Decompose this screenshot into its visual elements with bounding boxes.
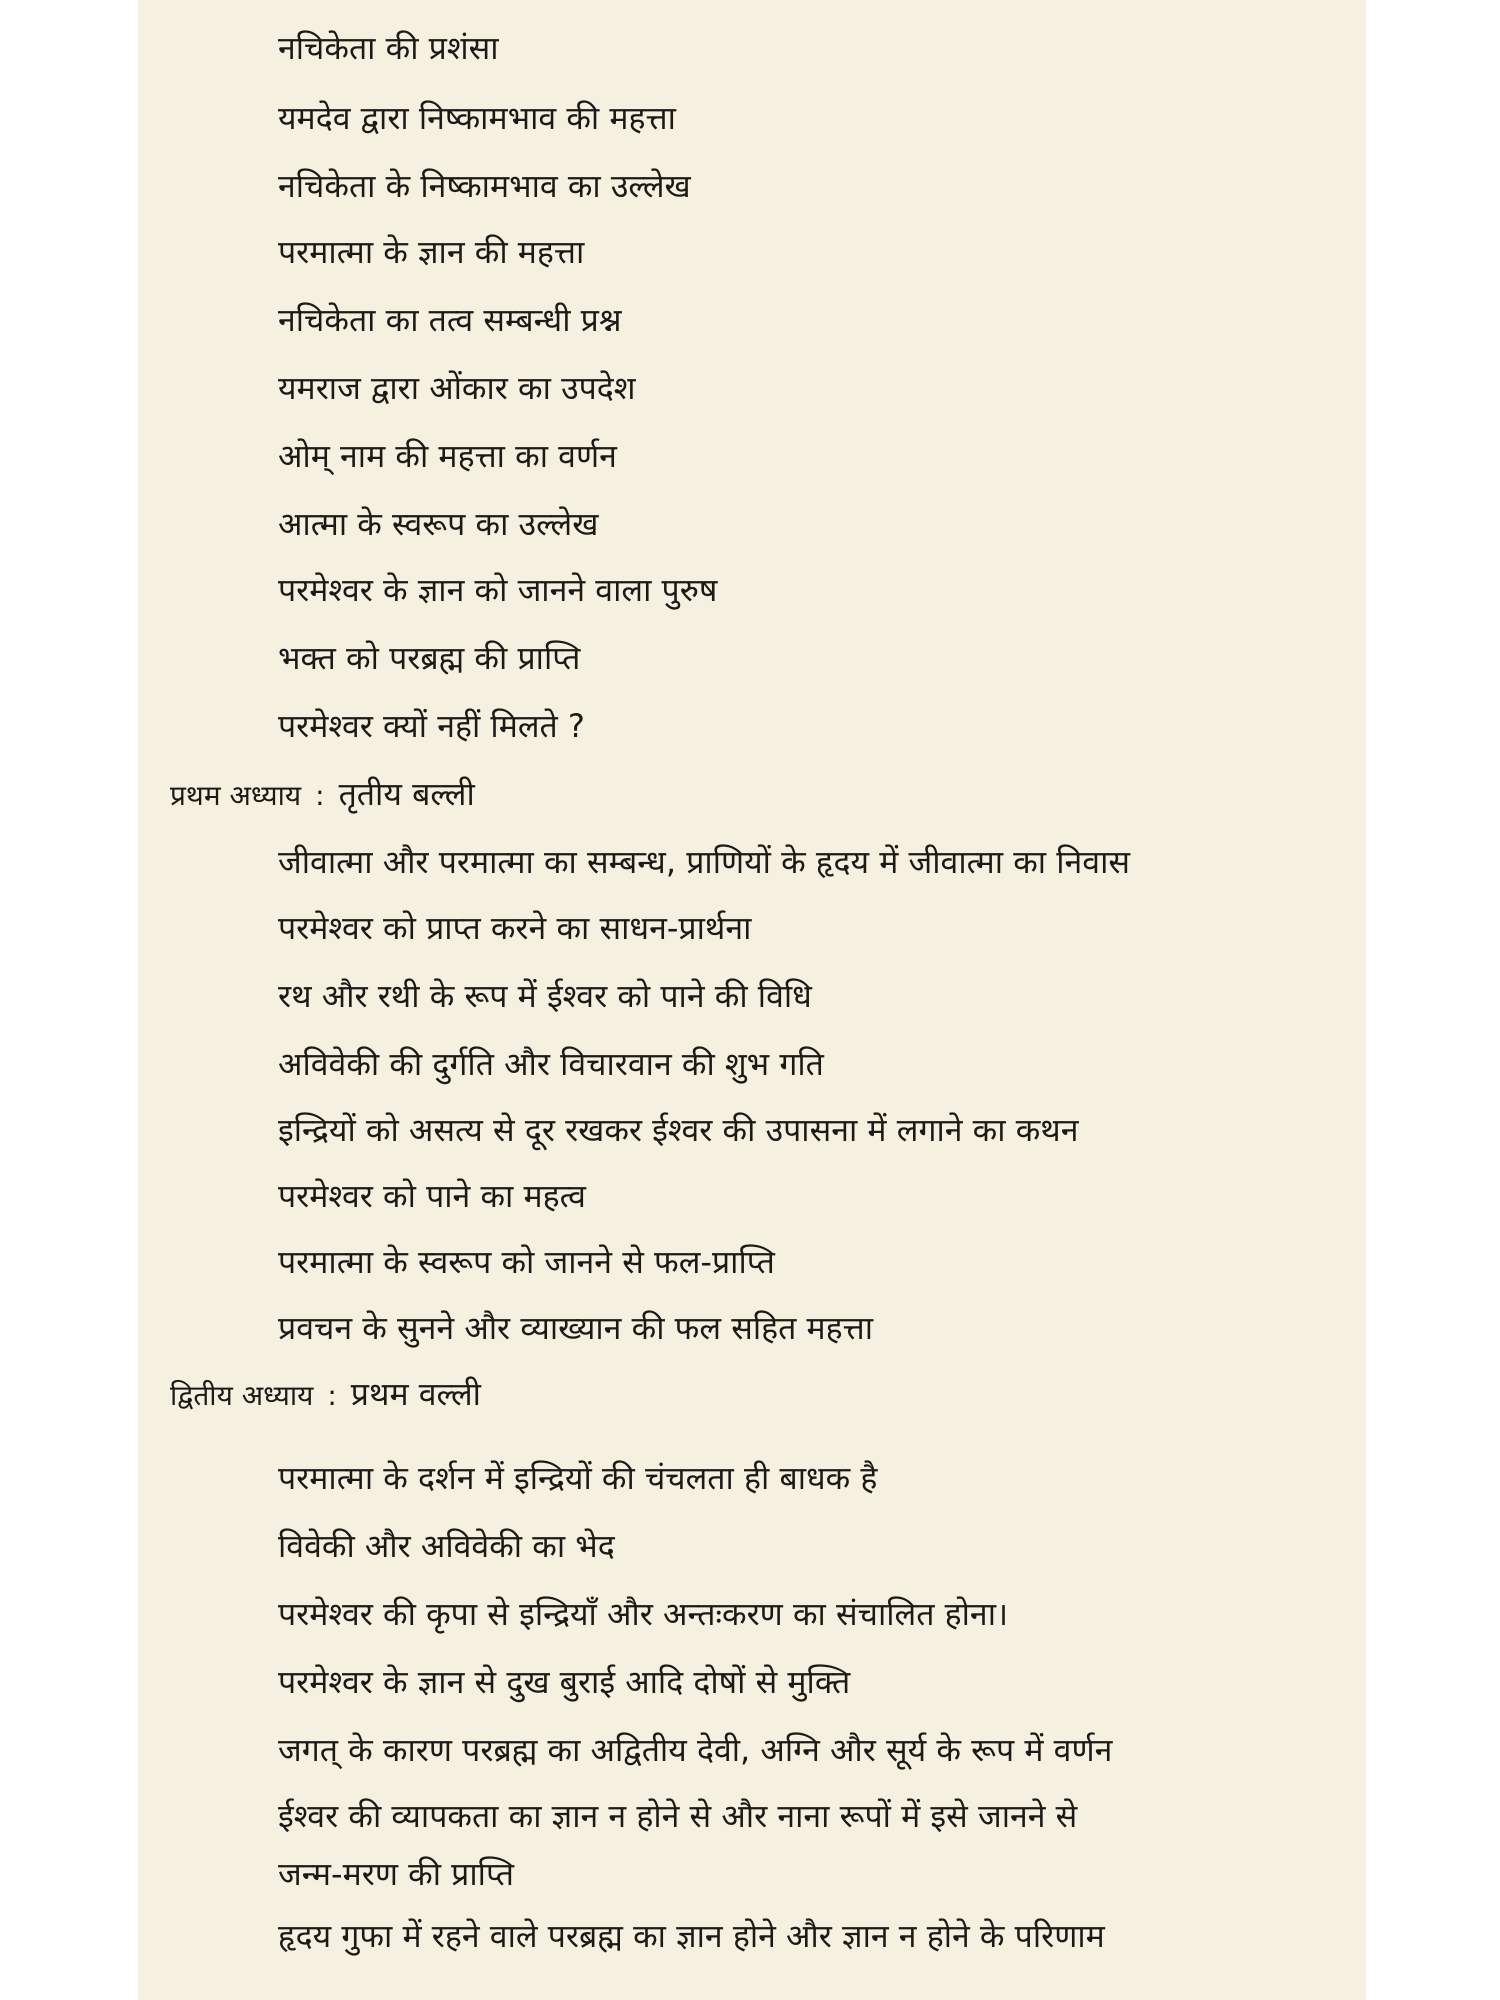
toc-entry: परमेश्वर के ज्ञान को जानने वाला पुरुष (278, 571, 718, 609)
toc-entry: यमदेव द्वारा निष्कामभाव की महत्ता (278, 99, 676, 137)
toc-entry: इन्द्रियों को असत्य से दूर रखकर ईश्वर की उपासना में लगाने का कथन (278, 1111, 1079, 1149)
toc-entry: ओम् नाम की महत्ता का वर्णन (278, 437, 617, 475)
toc-entry: परमेश्वर क्यों नहीं मिलते ? (278, 707, 585, 745)
toc-entry: जगत् के कारण परब्रह्म का अद्वितीय देवी, अग्नि और सूर्य के रूप में वर्णन (278, 1731, 1113, 1769)
section-title: तृतीय बल्ली (338, 775, 475, 813)
heading-separator: : (327, 1379, 337, 1412)
toc-entry-continuation: जन्म-मरण की प्राप्ति (278, 1855, 515, 1893)
toc-entry: नचिकेता के निष्कामभाव का उल्लेख (278, 167, 691, 205)
toc-entry: विवेकी और अविवेकी का भेद (278, 1527, 615, 1565)
section-heading (170, 774, 475, 816)
book-page (138, 0, 1366, 2000)
toc-entry: अविवेकी की दुर्गति और विचारवान की शुभ गति (278, 1045, 824, 1083)
toc-entry: नचिकेता की प्रशंसा (278, 29, 499, 67)
toc-entry: हृदय गुफा में रहने वाले परब्रह्म का ज्ञान होने और ज्ञान न होने के परिणाम (278, 1917, 1105, 1955)
toc-entry: आत्मा के स्वरूप का उल्लेख (278, 505, 599, 543)
toc-entry: परमात्मा के स्वरूप को जानने से फल-प्राप्ति (278, 1243, 775, 1281)
toc-entry: परमात्मा के ज्ञान की महत्ता (278, 233, 585, 271)
heading-separator: : (315, 779, 325, 812)
toc-entry: परमात्मा के दर्शन में इन्द्रियों की चंचलता ही बाधक है (278, 1459, 878, 1497)
toc-entry: यमराज द्वारा ओंकार का उपदेश (278, 369, 636, 407)
toc-entry: परमेश्वर की कृपा से इन्द्रियाँ और अन्तःकरण का संचालित होना। (278, 1595, 1009, 1633)
toc-entry: प्रवचन के सुनने और व्याख्यान की फल सहित महत्ता (278, 1309, 874, 1347)
toc-entry: परमेश्वर को प्राप्त करने का साधन-प्रार्थना (278, 909, 752, 947)
chapter-label: द्वितीय अध्याय (170, 1379, 314, 1412)
toc-entry: ईश्वर की व्यापकता का ज्ञान न होने से और नाना रूपों में इसे जानने से (278, 1797, 1078, 1835)
toc-entry: भक्त को परब्रह्म की प्राप्ति (278, 639, 581, 677)
toc-entry: रथ और रथी के रूप में ईश्वर को पाने की विधि (278, 977, 812, 1015)
toc-entry: जीवात्मा और परमात्मा का सम्बन्ध, प्राणियों के हृदय में जीवात्मा का निवास (278, 843, 1131, 881)
chapter-label: प्रथम अध्याय (170, 779, 302, 812)
section-title: प्रथम वल्ली (350, 1375, 481, 1413)
toc-entry: नचिकेता का तत्व सम्बन्धी प्रश्न (278, 301, 622, 339)
toc-entry: परमेश्वर को पाने का महत्व (278, 1177, 586, 1215)
section-heading (170, 1374, 481, 1416)
toc-entry: परमेश्वर के ज्ञान से दुख बुराई आदि दोषों से मुक्ति (278, 1663, 851, 1701)
